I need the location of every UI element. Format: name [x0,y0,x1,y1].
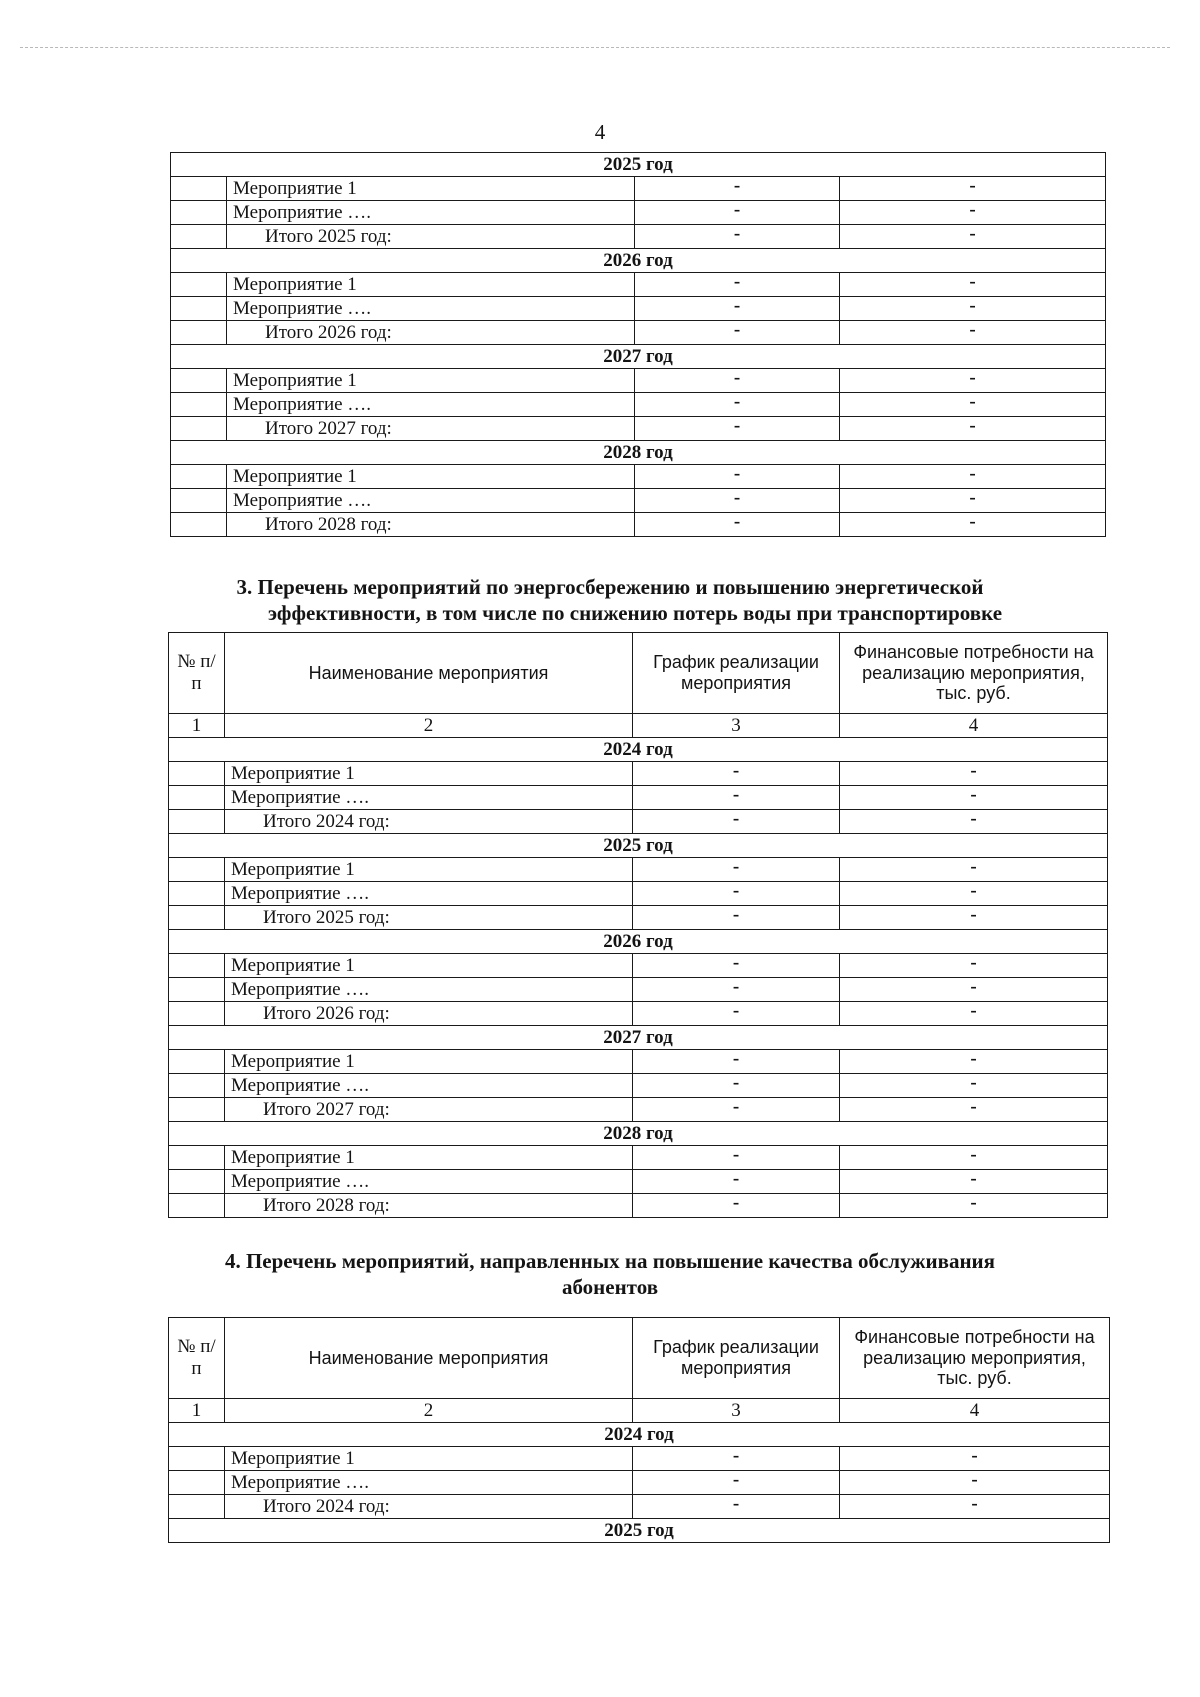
row-number-cell [169,1447,225,1471]
table-row [171,513,1106,537]
table-row [169,954,1108,978]
measure-name: Мероприятие …. [225,786,633,810]
column-number: 3 [633,714,840,738]
measure-name: Мероприятие …. [225,1170,633,1194]
table-row [169,858,1108,882]
finance-cell [840,1495,1110,1519]
schedule-value: - [733,176,741,196]
finance-cell [840,906,1108,930]
schedule-cell [633,1447,840,1471]
total-label: Итого 2027 год: [225,1098,633,1122]
schedule-value: - [733,272,741,292]
schedule-value: - [732,809,740,829]
year-heading: 2024 год [169,738,1108,762]
finance-value: - [971,1446,978,1466]
column-number: 2 [225,1399,633,1423]
year-row [169,1423,1110,1447]
finance-cell [840,1194,1108,1218]
finance-cell [840,369,1106,393]
finance-cell [840,1074,1108,1098]
table-row [171,393,1106,417]
schedule-value: - [733,416,741,436]
year-heading: 2024 год [169,1423,1110,1447]
schedule-cell [635,513,840,537]
schedule-value: - [732,977,740,997]
schedule-cell [633,1170,840,1194]
row-number-cell [171,369,227,393]
finance-value: - [970,977,977,997]
year-heading: 2025 год [171,153,1106,177]
finance-cell [840,393,1106,417]
year-row [171,153,1106,177]
finance-cell [840,882,1108,906]
schedule-value: - [733,392,741,412]
column-number: 2 [225,714,633,738]
finance-value: - [969,296,976,316]
total-label: Итого 2024 год: [225,810,633,834]
year-row [169,930,1108,954]
schedule-value: - [732,1001,740,1021]
table-row [171,465,1106,489]
schedule-value: - [732,1446,740,1466]
row-number-cell [171,489,227,513]
schedule-value: - [732,857,740,877]
column-number-row [169,1399,1110,1423]
finance-value: - [970,1145,977,1165]
measure-name: Мероприятие 1 [227,177,635,201]
finance-cell [840,417,1106,441]
schedule-value: - [733,296,741,316]
schedule-value: - [733,320,741,340]
finance-cell [840,1447,1110,1471]
finance-value: - [970,1193,977,1213]
row-number-cell [169,1495,225,1519]
table-energy-saving [168,632,1108,1218]
schedule-cell [635,465,840,489]
finance-value: - [970,761,977,781]
total-label: Итого 2026 год: [225,1002,633,1026]
table-row [171,489,1106,513]
row-number-cell [171,225,227,249]
table-row [169,786,1108,810]
measure-name: Мероприятие …. [227,489,635,513]
row-number-cell [169,882,225,906]
table-row [169,1194,1108,1218]
table-row [171,417,1106,441]
row-number-cell [169,1074,225,1098]
schedule-cell [633,810,840,834]
year-heading: 2027 год [171,345,1106,369]
year-heading: 2025 год [169,1519,1110,1543]
section-4-title-line-1: 4. Перечень мероприятий, направленных на повышение качества обслуживания [224,1249,996,1273]
finance-value: - [970,1097,977,1117]
row-number-cell [169,1002,225,1026]
measure-name: Мероприятие …. [225,1074,633,1098]
header-name: Наименование мероприятия [225,633,633,714]
finance-value: - [969,176,976,196]
table-row [169,1170,1108,1194]
page-number: 4 [594,120,606,144]
schedule-cell [633,882,840,906]
schedule-cell [635,297,840,321]
row-number-cell [171,297,227,321]
section-3-title [160,574,1060,627]
table-service-quality [168,1317,1110,1543]
schedule-cell [633,762,840,786]
year-heading: 2026 год [169,930,1108,954]
header-no: № п/п [169,1318,225,1399]
finance-cell [840,954,1108,978]
year-row [169,1026,1108,1050]
schedule-value: - [732,1470,740,1490]
row-number-cell [171,321,227,345]
year-heading: 2028 год [169,1122,1108,1146]
finance-value: - [969,320,976,340]
year-row [169,738,1108,762]
schedule-value: - [732,1169,740,1189]
schedule-cell [633,1050,840,1074]
finance-value: - [969,464,976,484]
table-row [169,1495,1110,1519]
row-number-cell [171,417,227,441]
row-number-cell [169,762,225,786]
year-row [169,1519,1110,1543]
finance-cell [840,225,1106,249]
table-row [171,321,1106,345]
measure-name: Мероприятие 1 [225,1146,633,1170]
row-number-cell [169,810,225,834]
measure-name: Мероприятие …. [227,393,635,417]
section-3-title-line-1: 3. Перечень мероприятий по энергосбережению и повышению энергетической [236,575,984,599]
finance-value: - [969,200,976,220]
table-header-row [169,1318,1110,1399]
total-label: Итого 2028 год: [227,513,635,537]
finance-value: - [969,368,976,388]
table-row [169,1447,1110,1471]
year-heading: 2026 год [171,249,1106,273]
finance-cell [840,1002,1108,1026]
schedule-value: - [732,881,740,901]
header-schedule: График реализации мероприятия [633,1318,840,1399]
row-number-cell [169,1170,225,1194]
row-number-cell [169,1098,225,1122]
schedule-cell [635,201,840,225]
schedule-cell [635,369,840,393]
finance-cell [840,321,1106,345]
row-number-cell [171,465,227,489]
schedule-value: - [733,464,741,484]
schedule-cell [635,489,840,513]
finance-value: - [970,1169,977,1189]
schedule-value: - [733,488,741,508]
measure-name: Мероприятие 1 [225,762,633,786]
schedule-value: - [733,368,741,388]
schedule-value: - [732,1097,740,1117]
schedule-cell [635,417,840,441]
finance-value: - [971,1470,978,1490]
measure-name: Мероприятие …. [225,882,633,906]
schedule-value: - [732,761,740,781]
schedule-value: - [732,785,740,805]
row-number-cell [169,1050,225,1074]
row-number-cell [169,954,225,978]
header-finance: Финансовые потребности на реализацию мероприятия, тыс. руб. [840,1318,1110,1399]
row-number-cell [171,201,227,225]
year-row [169,834,1108,858]
row-number-cell [169,1194,225,1218]
finance-cell [840,513,1106,537]
row-number-cell [171,513,227,537]
schedule-cell [635,177,840,201]
row-number-cell [169,978,225,1002]
column-number: 4 [840,1399,1110,1423]
section-4-title [160,1248,1060,1301]
finance-cell [840,762,1108,786]
finance-cell [840,177,1106,201]
finance-value: - [970,1073,977,1093]
total-label: Итого 2028 год: [225,1194,633,1218]
measure-name: Мероприятие 1 [225,954,633,978]
table-header-row [169,633,1108,714]
schedule-value: - [732,905,740,925]
finance-cell [840,810,1108,834]
finance-cell [840,1050,1108,1074]
finance-cell [840,201,1106,225]
schedule-cell [635,225,840,249]
schedule-cell [633,978,840,1002]
finance-value: - [969,416,976,436]
row-number-cell [169,1146,225,1170]
finance-value: - [969,392,976,412]
finance-value: - [970,881,977,901]
total-label: Итого 2025 год: [227,225,635,249]
schedule-cell [635,321,840,345]
schedule-value: - [733,512,741,532]
finance-cell [840,1146,1108,1170]
row-number-cell [171,393,227,417]
table-row [169,978,1108,1002]
table-row [171,297,1106,321]
table-row [169,906,1108,930]
row-number-cell [169,786,225,810]
table-row [169,1471,1110,1495]
row-number-cell [169,906,225,930]
finance-cell [840,858,1108,882]
column-number: 4 [840,714,1108,738]
schedule-cell [633,786,840,810]
finance-value: - [970,1001,977,1021]
schedule-cell [633,1002,840,1026]
table-row [171,201,1106,225]
table-row [169,1002,1108,1026]
table-row [171,225,1106,249]
finance-cell [840,786,1108,810]
measure-name: Мероприятие 1 [227,465,635,489]
finance-value: - [969,512,976,532]
section-4-title-line-2: абонентов [561,1275,659,1300]
table-row [171,177,1106,201]
finance-value: - [970,857,977,877]
finance-cell [840,297,1106,321]
table-row [169,1074,1108,1098]
finance-cell [840,1098,1108,1122]
header-schedule: График реализации мероприятия [633,633,840,714]
table-row [169,1050,1108,1074]
row-number-cell [171,177,227,201]
column-number-row [169,714,1108,738]
schedule-cell [633,954,840,978]
schedule-cell [633,1098,840,1122]
measure-name: Мероприятие …. [225,978,633,1002]
schedule-cell [633,1074,840,1098]
row-number-cell [171,273,227,297]
measure-name: Мероприятие 1 [225,1050,633,1074]
column-number: 1 [169,714,225,738]
schedule-cell [633,1495,840,1519]
table-row [169,882,1108,906]
schedule-value: - [732,1193,740,1213]
schedule-value: - [733,224,741,244]
finance-cell [840,1471,1110,1495]
finance-cell [840,273,1106,297]
measure-name: Мероприятие …. [227,297,635,321]
table-continuation [170,152,1106,537]
year-heading: 2025 год [169,834,1108,858]
year-row [171,249,1106,273]
finance-cell [840,978,1108,1002]
finance-cell [840,489,1106,513]
finance-value: - [971,1494,978,1514]
schedule-value: - [732,1049,740,1069]
measure-name: Мероприятие 1 [227,273,635,297]
row-number-cell [169,1471,225,1495]
finance-value: - [970,785,977,805]
finance-value: - [969,272,976,292]
table-row [169,810,1108,834]
measure-name: Мероприятие 1 [225,1447,633,1471]
total-label: Итого 2027 год: [227,417,635,441]
table-row [171,369,1106,393]
total-label: Итого 2024 год: [225,1495,633,1519]
year-heading: 2027 год [169,1026,1108,1050]
schedule-cell [633,1146,840,1170]
finance-value: - [970,953,977,973]
schedule-value: - [733,200,741,220]
column-number: 3 [633,1399,840,1423]
table-row [169,762,1108,786]
table-row [169,1146,1108,1170]
total-label: Итого 2026 год: [227,321,635,345]
year-heading: 2028 год [171,441,1106,465]
year-row [171,345,1106,369]
schedule-cell [633,1471,840,1495]
row-number-cell [169,858,225,882]
total-label: Итого 2025 год: [225,906,633,930]
measure-name: Мероприятие 1 [225,858,633,882]
schedule-value: - [732,1145,740,1165]
schedule-value: - [732,953,740,973]
finance-cell [840,465,1106,489]
finance-value: - [970,809,977,829]
header-no: № п/п [169,633,225,714]
year-row [169,1122,1108,1146]
measure-name: Мероприятие …. [225,1471,633,1495]
finance-value: - [970,1049,977,1069]
finance-value: - [970,905,977,925]
year-row [171,441,1106,465]
table-row [171,273,1106,297]
schedule-cell [633,906,840,930]
schedule-cell [633,858,840,882]
schedule-cell [633,1194,840,1218]
schedule-value: - [732,1494,740,1514]
header-name: Наименование мероприятия [225,1318,633,1399]
finance-value: - [969,488,976,508]
section-3-title-line-2: эффективности, в том числе по снижению потерь воды при транспортировке [267,601,1003,626]
scan-artifact-line [20,47,1170,48]
schedule-value: - [732,1073,740,1093]
measure-name: Мероприятие …. [227,201,635,225]
schedule-cell [635,393,840,417]
finance-cell [840,1170,1108,1194]
header-finance: Финансовые потребности на реализацию мероприятия, тыс. руб. [840,633,1108,714]
column-number: 1 [169,1399,225,1423]
table-row [169,1098,1108,1122]
schedule-cell [635,273,840,297]
finance-value: - [969,224,976,244]
measure-name: Мероприятие 1 [227,369,635,393]
